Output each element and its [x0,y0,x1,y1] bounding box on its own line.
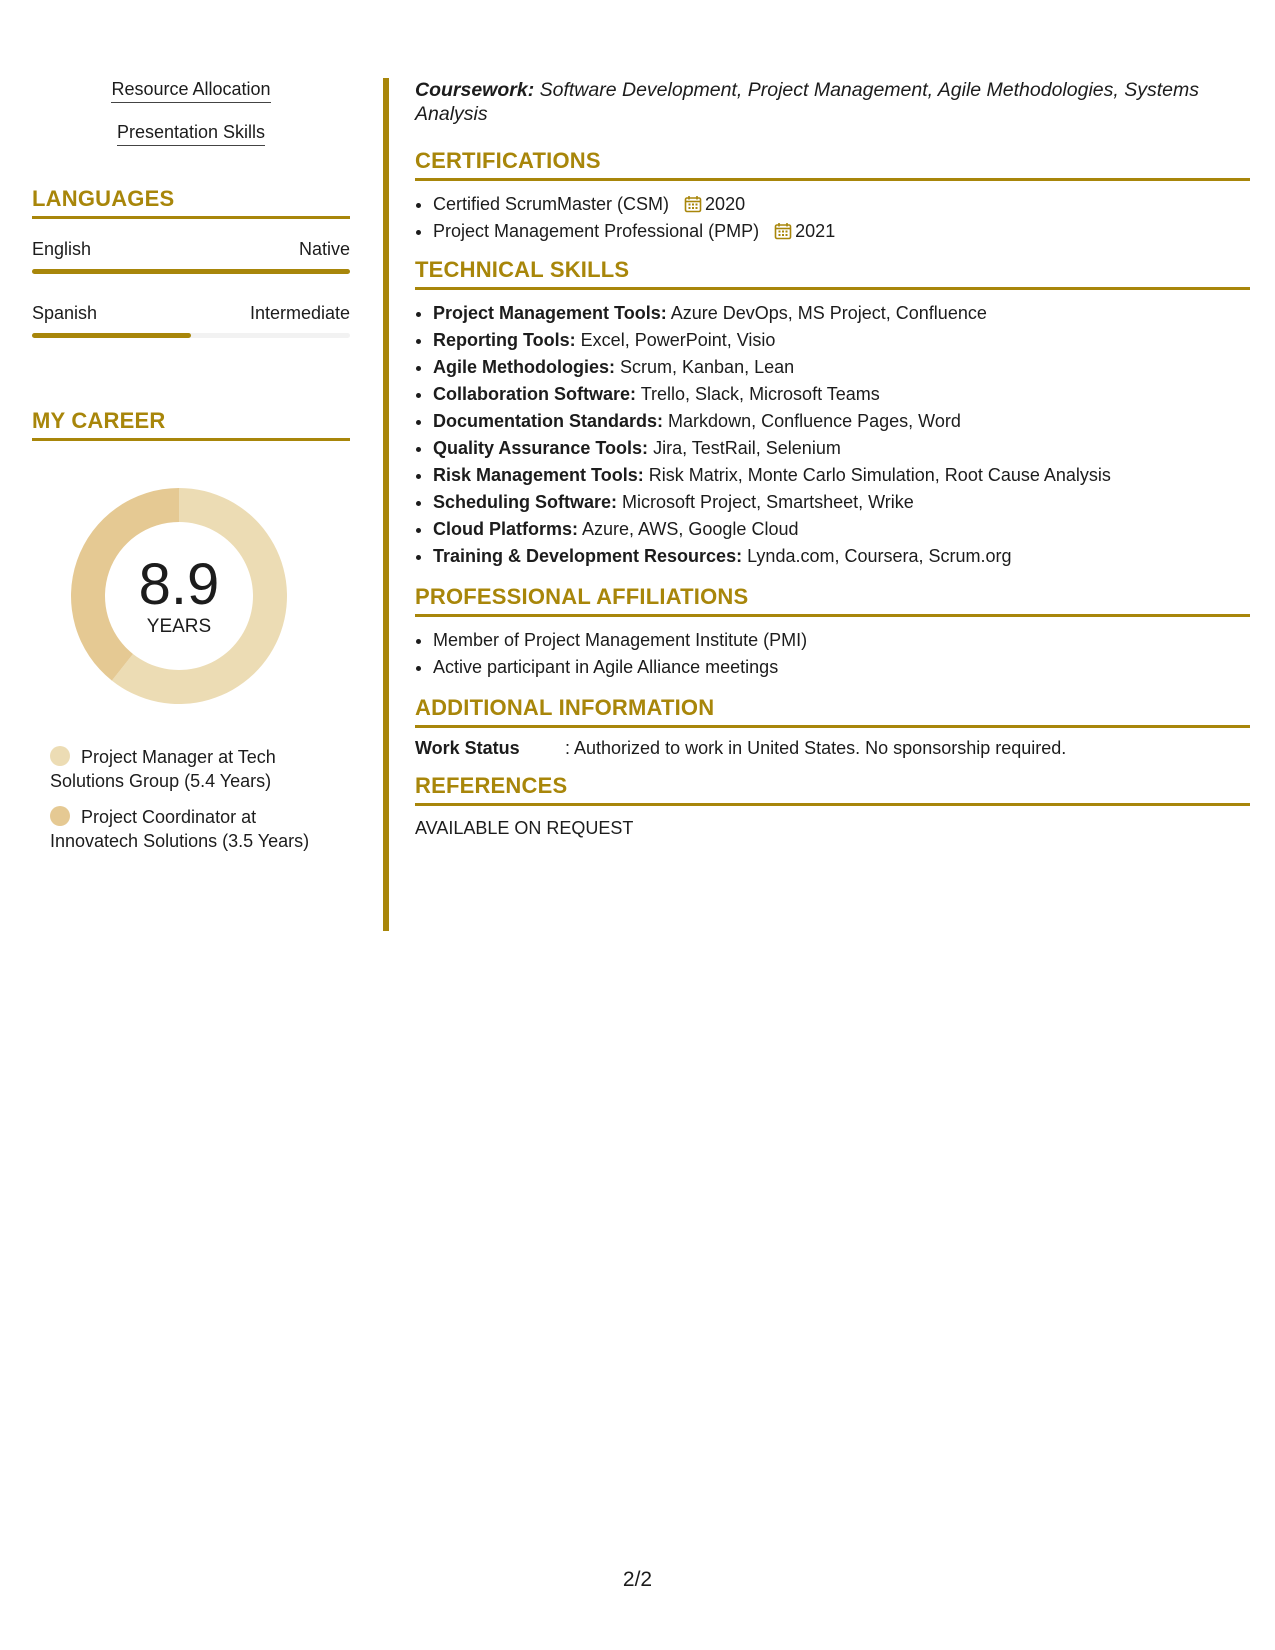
technical-skill-item [433,516,1250,543]
skill-label: Agile Methodologies: [433,357,615,377]
certification-name: Certified ScrumMaster (CSM) [433,194,670,214]
technical-skill-item [433,408,1250,435]
skill-value: Risk Matrix, Monte Carlo Simulation, Root Cause Analysis [648,465,1111,485]
skill-tag: Presentation Skills [117,121,265,146]
skill-label: Training & Development Resources: [433,546,743,566]
references-text: AVAILABLE ON REQUEST [415,818,634,838]
language-name: Spanish [32,303,98,323]
career-legend [32,745,350,853]
career-total-years: 8.9 [138,552,220,617]
legend-label: Project Manager at Tech Solutions Group (5.4 Years) [50,747,276,791]
affiliation-item: • Member of Project Management Institute (PMI) [433,627,1250,654]
column-divider [383,78,389,931]
references-heading: REFERENCES [415,773,1250,806]
skill-value: Azure DevOps, MS Project, Confluence [670,303,987,323]
language-name: English [32,239,92,259]
skill-value: Trello, Slack, Microsoft Teams [640,384,880,404]
technical-skill-item [433,489,1250,516]
language-level: Intermediate [249,303,350,323]
technical-skill-item [433,327,1250,354]
skill-value: Markdown, Confluence Pages, Word [668,411,961,431]
language-proficiency-fill [32,333,191,338]
skill-label: Reporting Tools: [433,330,576,350]
career-total-unit: YEARS [146,616,212,637]
affiliation-item: • Active participant in Agile Alliance meetings [433,654,1250,681]
language-item [32,239,350,274]
coursework [415,78,1250,126]
certification-year: 2020 [705,194,746,214]
work-status-value: : Authorized to work in United States. No sponsorship required. [565,738,1067,758]
technical-skill-item [433,381,1250,408]
technical-skill-item [433,543,1250,570]
technical-skill-item [433,435,1250,462]
language-level: Native [298,239,350,259]
legend-dot [50,806,70,826]
calendar-icon [774,222,792,240]
affiliations-list [415,627,1250,681]
work-status-row [415,738,1250,759]
career-donut-chart [64,481,294,711]
legend-dot [50,746,70,766]
skill-value: Jira, TestRail, Selenium [653,438,841,458]
certification-name: Project Management Professional (PMP) [433,221,760,241]
technical-skill-item [433,300,1250,327]
skill-label: Documentation Standards: [433,411,664,431]
technical-skills-list [415,300,1250,570]
language-proficiency-bar [32,333,350,338]
sidebar [32,78,350,865]
certification-item [433,218,1250,245]
main-content [415,78,1250,839]
calendar-icon [684,195,702,213]
skill-label: Scheduling Software: [433,492,618,512]
skill-label: Cloud Platforms: [433,519,579,539]
certification-item [433,191,1250,218]
affiliations-heading: PROFESSIONAL AFFILIATIONS [415,584,1250,617]
legend-label: Project Coordinator at Innovatech Solutions (3.5 Years) [50,807,310,851]
additional-info-heading: ADDITIONAL INFORMATION [415,695,1250,728]
languages-heading: LANGUAGES [32,186,350,219]
career-heading: MY CAREER [32,408,350,441]
skill-value: Scrum, Kanban, Lean [620,357,795,377]
language-item [32,303,350,338]
certifications-heading: CERTIFICATIONS [415,148,1250,181]
coursework-text: Software Development, Project Management, Agile Methodologies, Systems Analysis [415,79,1199,125]
skill-label: Collaboration Software: [433,384,637,404]
skill-value: Microsoft Project, Smartsheet, Wrike [622,492,914,512]
language-proficiency-fill [32,269,350,274]
skill-label: Risk Management Tools: [433,465,644,485]
certification-year: 2021 [795,221,836,241]
career-legend-item [50,805,340,853]
technical-skills-heading: TECHNICAL SKILLS [415,257,1250,290]
work-status-label: Work Status [415,738,520,758]
technical-skill-item [433,354,1250,381]
language-proficiency-bar [32,269,350,274]
coursework-label: Coursework: [415,79,535,101]
skill-label: Project Management Tools: [433,303,667,323]
page-number: 2/2 [622,1568,653,1591]
skill-value: Azure, AWS, Google Cloud [582,519,799,539]
skill-value: Lynda.com, Coursera, Scrum.org [747,546,1012,566]
skill-label: Quality Assurance Tools: [433,438,649,458]
technical-skill-item [433,462,1250,489]
career-legend-item [50,745,340,793]
skill-value: Excel, PowerPoint, Visio [580,330,776,350]
skill-tag: Resource Allocation [111,78,270,103]
certifications-list [415,191,1250,245]
